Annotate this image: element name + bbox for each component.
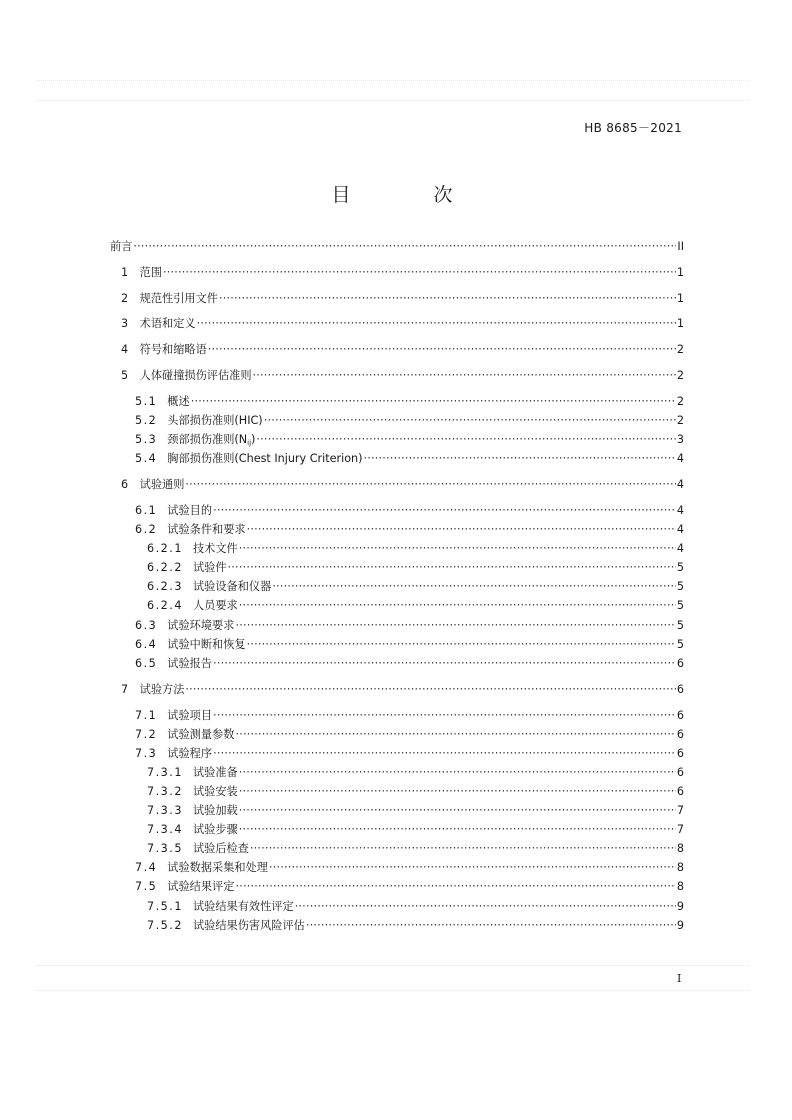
toc-entry-title-text: 试验方法 [139, 683, 185, 696]
toc-page-number: 6 [676, 709, 684, 722]
toc-page-number: 4 [676, 452, 684, 465]
toc-entry-number: 3 [121, 317, 130, 330]
page-title: 目 次 [331, 184, 485, 206]
toc-entry-title-text: 胸部损伤准则(Chest Injury Criterion) [167, 452, 363, 465]
toc-entry-number: 7.5 [135, 880, 158, 893]
toc-entry[interactable] [110, 656, 684, 672]
toc-entry-title-text: 试验件 [192, 561, 227, 574]
toc-entry-title [157, 637, 245, 653]
toc-page-number: 6 [676, 785, 684, 798]
toc-entry-title-text: 颈部损伤准则(N [167, 433, 248, 446]
toc-entry-title [183, 598, 238, 614]
page-number: I [677, 972, 682, 985]
toc-entry-number: 4 [121, 343, 130, 356]
toc-entry-title-text: 人体碰撞损伤评估准则 [139, 369, 252, 382]
toc-dot-leader [163, 265, 676, 281]
toc-entry[interactable] [110, 727, 684, 743]
toc-page-number: 8 [676, 842, 684, 855]
toc-entry-number: 7.3.1 [147, 766, 183, 779]
toc-page-number: 7 [676, 804, 684, 817]
toc-entry-title [183, 822, 238, 838]
toc-entry-title [157, 879, 234, 895]
toc-entry[interactable] [110, 803, 684, 819]
toc-entry-title-text: 符号和缩略语 [139, 343, 207, 356]
toc-page-number: 7 [676, 823, 684, 836]
toc-entry[interactable] [110, 560, 684, 576]
toc-entry-title-text: 试验结果有效性评定 [192, 900, 294, 913]
toc-entry-title [130, 368, 252, 384]
toc-dot-leader [133, 239, 676, 255]
toc-entry-title-text: 试验通则 [139, 478, 185, 491]
toc-entry-title-text: 试验后检查 [192, 842, 249, 855]
toc-dot-leader [185, 477, 675, 493]
toc-entry[interactable] [110, 541, 684, 557]
scan-noise [36, 80, 750, 82]
toc-entry[interactable] [110, 598, 684, 614]
toc-entry-title-text: 前言 [110, 240, 133, 253]
toc-dot-leader [185, 682, 675, 698]
toc-dot-leader [235, 618, 675, 634]
toc-entry[interactable] [110, 918, 684, 934]
toc-entry[interactable] [110, 841, 684, 857]
scan-noise [36, 100, 750, 102]
toc-dot-leader [239, 765, 676, 781]
toc-dot-leader [191, 394, 676, 410]
toc-entry-number: 7.2 [135, 728, 158, 741]
toc-entry-title [157, 746, 212, 762]
toc-dot-leader [250, 841, 676, 857]
toc-entry[interactable] [110, 503, 684, 519]
toc-page-number: 5 [676, 561, 684, 574]
standard-code: HB 8685－2021 [584, 121, 682, 135]
toc-entry[interactable] [110, 765, 684, 781]
toc-page-number: 4 [676, 523, 684, 536]
toc-entry-title [157, 451, 362, 467]
toc-dot-leader [228, 560, 676, 576]
toc-entry-title-text: 试验测量参数 [167, 728, 235, 741]
toc-entry-number: 7.3.2 [147, 785, 183, 798]
toc-entry-number: 5.2 [135, 414, 158, 427]
toc-entry[interactable] [110, 239, 684, 255]
toc-entry-number: 6.5 [135, 657, 158, 670]
toc-entry-number: 7.3.4 [147, 823, 183, 836]
toc-dot-leader [239, 541, 676, 557]
toc-entry-title [183, 784, 238, 800]
toc-entry-title-text: 试验结果伤害风险评估 [192, 919, 305, 932]
toc-entry-number: 1 [121, 266, 130, 279]
toc-dot-leader [247, 637, 676, 653]
toc-entry-subscript: ij [247, 439, 252, 447]
toc-dot-leader [264, 413, 676, 429]
toc-entry[interactable] [110, 451, 684, 467]
scan-noise [36, 965, 750, 967]
toc-page-number: 5 [676, 580, 684, 593]
toc-dot-leader [239, 784, 676, 800]
toc-entry-title-text: 试验设备和仪器 [192, 580, 272, 593]
toc-entry[interactable] [110, 682, 684, 698]
toc-entry[interactable] [110, 899, 684, 915]
toc-entry-number: 6.3 [135, 619, 158, 632]
toc-entry-title [183, 765, 238, 781]
toc-entry-number: 6.2.3 [147, 580, 183, 593]
toc-entry-title [110, 239, 132, 255]
toc-entry-title [157, 522, 245, 538]
toc-entry-title-text: 试验项目 [167, 709, 213, 722]
toc-entry-number: 6.2.2 [147, 561, 183, 574]
toc-entry-title-text: 概述 [167, 395, 190, 408]
toc-dot-leader [213, 503, 676, 519]
toc-entry-title-text: 试验步骤 [192, 823, 238, 836]
toc-dot-leader [239, 598, 676, 614]
toc-page-number: 5 [676, 638, 684, 651]
toc-entry-title [130, 342, 207, 358]
toc-entry-number: 6.2.1 [147, 542, 183, 555]
toc-entry[interactable] [110, 316, 684, 332]
toc-entry-title-text: 范围 [139, 266, 163, 279]
toc-entry[interactable] [110, 413, 684, 429]
toc-entry[interactable] [110, 368, 684, 384]
toc-page-number: 2 [676, 369, 684, 382]
scan-noise [36, 990, 750, 992]
toc-entry-number: 5.1 [135, 395, 158, 408]
toc-entry-title-text: 试验结果评定 [167, 880, 235, 893]
toc-entry-title [157, 413, 262, 429]
toc-page-number: 4 [676, 542, 684, 555]
toc-entry-title [183, 803, 238, 819]
toc-page-number: 1 [676, 266, 684, 279]
toc-entry-title [130, 316, 196, 332]
toc-page-number: 2 [676, 395, 684, 408]
toc-entry-number: 7.4 [135, 861, 158, 874]
toc-entry[interactable] [110, 708, 684, 724]
toc-dot-leader [295, 899, 676, 915]
toc-entry-title [157, 656, 212, 672]
toc-dot-leader [272, 579, 676, 595]
toc-entry-number: 6.4 [135, 638, 158, 651]
toc-page-number: 9 [676, 919, 684, 932]
toc-dot-leader [247, 522, 676, 538]
toc-page-number: 1 [676, 317, 684, 330]
toc-entry-title-text: 头部损伤准则(HIC) [167, 414, 263, 427]
toc-entry-number: 6.2 [135, 523, 158, 536]
toc-dot-leader [364, 451, 676, 467]
toc-entry-title-text: 试验数据采集和处理 [167, 861, 268, 874]
toc-dot-leader [213, 656, 676, 672]
toc-entry[interactable] [110, 618, 684, 634]
toc-entry-title [157, 860, 268, 876]
toc-entry-title [157, 618, 234, 634]
toc-entry-title [183, 541, 238, 557]
toc-entry-number: 7.5.2 [147, 919, 183, 932]
toc-entry-title [157, 503, 212, 519]
toc-entry-title [183, 579, 271, 595]
toc-page-number: II [677, 240, 684, 253]
toc-entry-title-suffix: ) [251, 433, 256, 446]
toc-entry-title [130, 265, 162, 281]
toc-dot-leader [219, 291, 676, 307]
toc-entry-title-text: 试验加载 [192, 804, 238, 817]
toc-entry-title-text: 规范性引用文件 [139, 292, 218, 305]
toc-page-number: 8 [676, 861, 684, 874]
toc-entry-title-text: 试验报告 [167, 657, 213, 670]
toc-entry-title [130, 291, 218, 307]
toc-page-number: 5 [676, 599, 684, 612]
toc-page-number: 4 [676, 504, 684, 517]
toc-entry-title-text: 试验目的 [167, 504, 213, 517]
toc-entry[interactable] [110, 394, 684, 410]
toc-page-number: 2 [676, 343, 684, 356]
toc-entry[interactable] [110, 860, 684, 876]
toc-entry[interactable] [110, 477, 684, 493]
toc-page-number: 5 [676, 619, 684, 632]
toc-entry-title-text: 术语和定义 [139, 317, 196, 330]
toc-dot-leader [208, 342, 676, 358]
toc-entry[interactable] [110, 432, 684, 451]
toc-dot-leader [253, 368, 676, 384]
toc-entry-title [183, 918, 305, 934]
toc-entry-number: 7.3.5 [147, 842, 183, 855]
toc-entry-number: 5.3 [135, 433, 158, 446]
toc-entry-number: 7 [121, 683, 130, 696]
toc-entry-title-text: 技术文件 [192, 542, 238, 555]
toc-dot-leader [235, 879, 675, 895]
toc-page-number: 9 [676, 900, 684, 913]
toc-page-number: 4 [676, 478, 684, 491]
toc-entry-title [157, 432, 255, 451]
toc-dot-leader [213, 708, 676, 724]
toc-page-number: 6 [676, 683, 684, 696]
toc-entry-title-text: 试验环境要求 [167, 619, 235, 632]
toc-entry[interactable] [110, 822, 684, 838]
toc-entry-title-text: 人员要求 [192, 599, 238, 612]
toc-entry[interactable] [110, 879, 684, 895]
toc-entry-number: 7.5.1 [147, 900, 183, 913]
toc-entry[interactable] [110, 784, 684, 800]
toc-entry-title [157, 727, 234, 743]
toc-entry-number: 6 [121, 478, 130, 491]
toc-entry-title-text: 试验程序 [167, 747, 213, 760]
toc-entry-number: 5.4 [135, 452, 158, 465]
toc-entry[interactable] [110, 522, 684, 538]
toc-page-number: 8 [676, 880, 684, 893]
toc-entry-title [130, 682, 185, 698]
toc-page-number: 2 [676, 414, 684, 427]
toc-entry-number: 2 [121, 292, 130, 305]
toc-entry-number: 7.3 [135, 747, 158, 760]
toc-page-number: 1 [676, 292, 684, 305]
toc-page-number: 6 [676, 657, 684, 670]
toc-entry-number: 6.1 [135, 504, 158, 517]
toc-dot-leader [213, 746, 676, 762]
toc-entry-title [183, 899, 294, 915]
toc-entry[interactable] [110, 265, 684, 281]
toc-entry-number: 7.3.3 [147, 804, 183, 817]
toc-dot-leader [239, 822, 676, 838]
toc-dot-leader [235, 727, 675, 743]
toc-dot-leader [306, 918, 676, 934]
toc-entry-number: 7.1 [135, 709, 158, 722]
toc-entry-title-text: 试验准备 [192, 766, 238, 779]
toc-entry-title [130, 477, 185, 493]
toc-dot-leader [256, 432, 675, 448]
toc-entry[interactable] [110, 342, 684, 358]
toc-page-number: 6 [676, 766, 684, 779]
toc-page-number: 6 [676, 747, 684, 760]
toc-dot-leader [197, 316, 676, 332]
toc-dot-leader [269, 860, 676, 876]
toc-entry[interactable] [110, 746, 684, 762]
toc-entry-title [183, 560, 227, 576]
toc-entry[interactable] [110, 291, 684, 307]
toc-entry-title [157, 708, 212, 724]
toc-page-number: 3 [676, 433, 684, 446]
toc-entry[interactable] [110, 637, 684, 653]
toc-entry-title [157, 394, 189, 410]
toc-dot-leader [239, 803, 676, 819]
toc-page-number: 6 [676, 728, 684, 741]
toc-entry-number: 6.2.4 [147, 599, 183, 612]
toc-entry-title [183, 841, 249, 857]
toc-entry-number: 5 [121, 369, 130, 382]
toc-entry-title-text: 试验条件和要求 [167, 523, 246, 536]
toc-entry-title-text: 试验安装 [192, 785, 238, 798]
toc-entry-title-text: 试验中断和恢复 [167, 638, 246, 651]
toc-entry[interactable] [110, 579, 684, 595]
